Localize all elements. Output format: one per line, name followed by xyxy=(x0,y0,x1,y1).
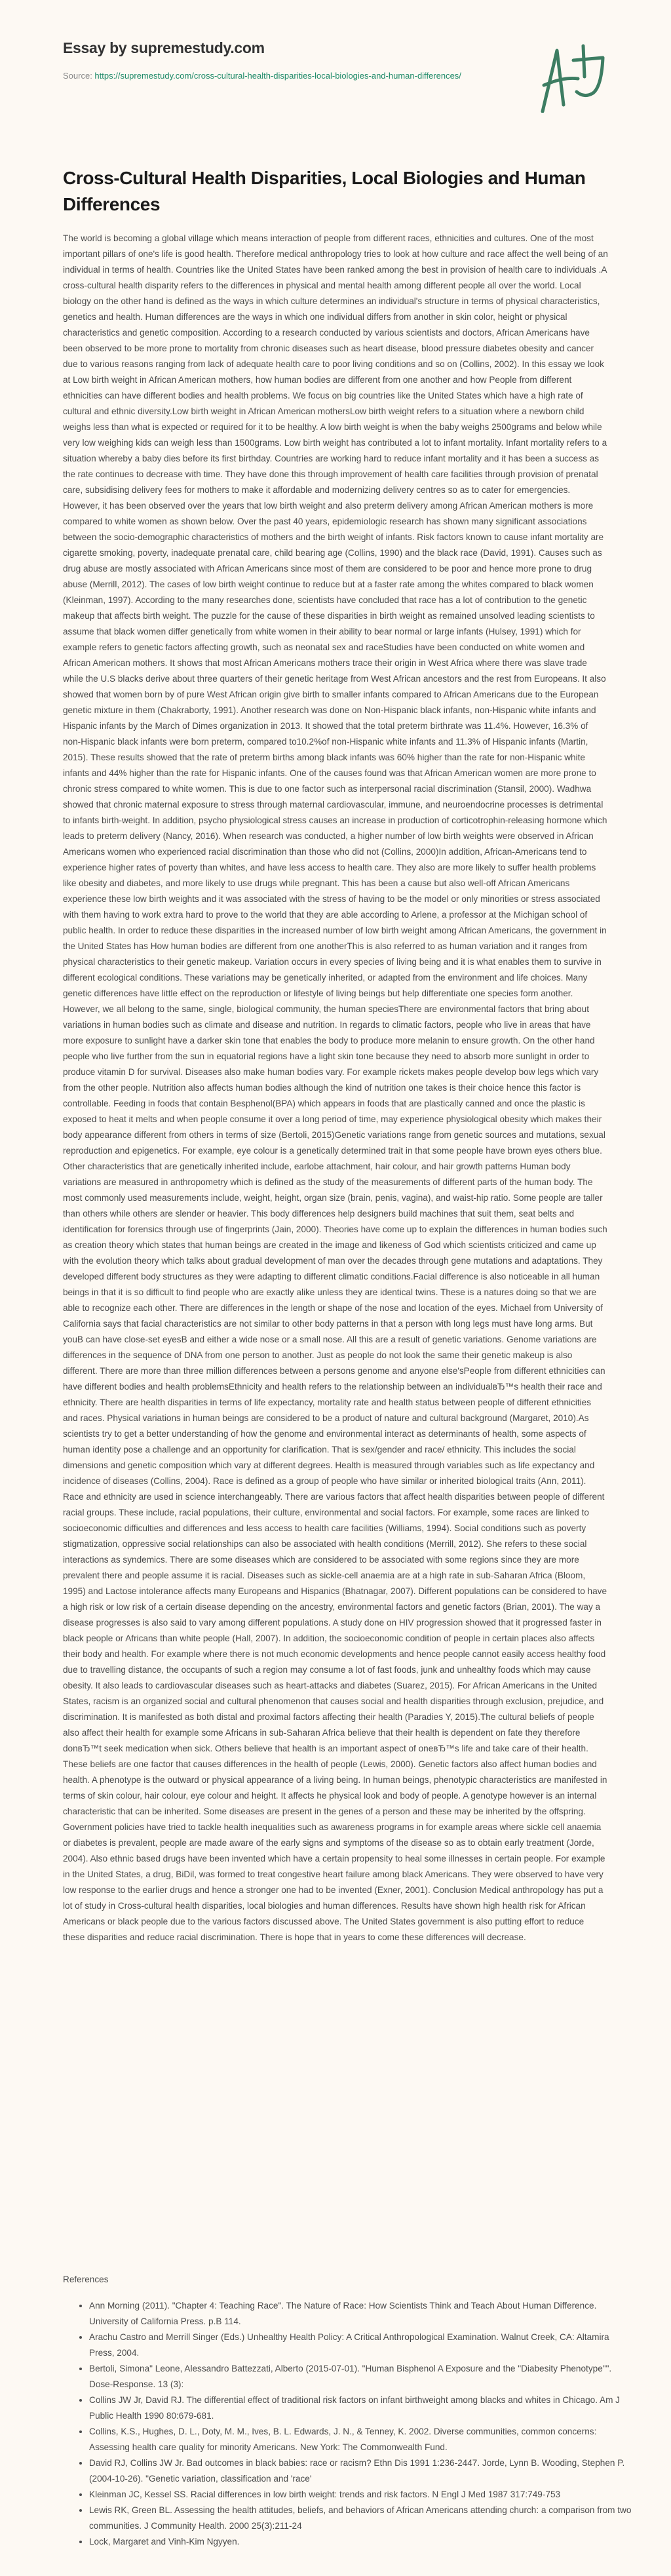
a-plus-logo-icon xyxy=(537,41,609,113)
reference-item: • Collins, K.S., Hughes, D. L., Doty, M. M., Ives, B. L. Edwards, J. N., & Tenney, K. 2002. Diverse communities, common concerns: Assessing health care quality for minority Americans. New York: The Commonwealth Fund. xyxy=(89,2424,634,2455)
reference-item: • Lewis RK, Green BL. Assessing the health attitudes, beliefs, and behaviors of African Americans attending church: a comparison from two communities. J Community Health. 2000 25(3):211-24 xyxy=(89,2503,634,2534)
reference-item: • Kleinman JC, Kessel SS. Racial differences in low birth weight: trends and risk factors. N Engl J Med 1987 317:749-753 xyxy=(89,2487,634,2503)
references-list xyxy=(63,2298,634,2550)
reference-item: • Bertoli, Simona" Leone, Alessandro Battezzati, Alberto (2015-07-01). "Human Bisphenol A Exposure and the "Diabesity Phenotype"". Dose-Response. 13 (3): xyxy=(89,2361,634,2392)
reference-item: • Lock, Margaret and Vinh-Kim Ngyyen. xyxy=(89,2534,634,2550)
reference-item: • Collins JW Jr, David RJ. The differential effect of traditional risk factors on infant birthweight among blacks and whites in Chicago. Am J Public Health 1990 80:679-681. xyxy=(89,2392,634,2424)
source-label: Source: xyxy=(63,71,95,81)
reference-item: • Ann Morning (2011). "Chapter 4: Teaching Race". The Nature of Race: How Scientists Think and Teach About Human Difference. University of California Press. p.B 114. xyxy=(89,2298,634,2330)
site-brand: Essay by supremestudy.com xyxy=(63,39,265,56)
source-line xyxy=(63,68,482,84)
article-title: Cross-Cultural Health Disparities, Local Biologies and Human Differences xyxy=(63,168,586,214)
references-heading: References xyxy=(63,2274,109,2284)
reference-item: • David RJ, Collins JW Jr. Bad outcomes in black babies: race or racism? Ethn Dis 1991 1:236-2447. Jorde, Lynn B. Wooding, Stephen P. (2004-10-26). "Genetic variation, classification and 'race' xyxy=(89,2455,634,2487)
reference-item: • Arachu Castro and Merrill Singer (Eds.) Unhealthy Health Policy: A Critical Anthropological Examination. Walnut Creek, CA: Altamira Press, 2004. xyxy=(89,2330,634,2361)
article-body: The world is becoming a global village which means interaction of people from different races, ethnicities and cultures. One of the most important pillars of one's life is good health. Therefore medical anthropology tries to look at how culture and race affect the well being of an individual in terms of health. Countries like the United States have been ranked among the best in provision of health care to individuals .A cross-cultural health disparity refers to the differences in physical and mental health among different people all over the world. Local biology on the other hand is defined as the ways in which culture determines an individual's structure in terms of physical characteristics, genetics and health. Human differences are the ways in which one individual differs from another in skin color, height or physical characteristics and genetic composition. According to a research conducted by various scientists and doctors, African Americans have been observed to be more prone to mortality from chronic diseases such as heart disease, blood pressure diabetes obesity and cancer due to various reasons ranging from lack of adequate health care to poor living conditions and so on (Collins, 2002). In this essay we look at Low birth weight in African American mothers, how human bodies are different from one another and how People from different ethnicities can have different bodies and health problems. We focus on big countries like the United States which have a high rate of cultural and ethnic diversity.Low birth weight in African American mothersLow birth weight refers to a situation where a newborn child weighs less than what is expected or required for it to be healthy. A low birth weight is when the baby weighs 2500grams and below while very low weighing kids can weigh less than 1500grams. Low birth weight has contributed a lot to infant mortality. Infant mortality refers to a situation whereby a baby dies before its first birthday. Countries are working hard to reduce infant mortality and it has been a success as the rate continues to decrease with time. They have done this through improvement of health care facilities through provision of prenatal care, subsidising delivery fees for mothers to make it affordable and modernizing delivery centres so as to cater for emergencies. However, it has been observed over the years that low birth weight and also preterm delivery among African American mothers is more compared to white women as shown below. Over the past 40 years, epidemiologic research has shown many significant associations between the socio-demographic characteristics of mothers and the birth weight of infants. Risk factors known to cause infant mortality are cigarette smoking, poverty, inadequate prenatal care, child bearing age (Collins, 1990) and the black race (David, 1991). Causes such as drug abuse are mostly associated with African Americans since most of them are considered to be poor and hence more prone to drug abuse (Merrill, 2012). The cases of low birth weight continue to reduce but at a faster rate among the whites compared to black women (Kleinman, 1997). According to the many researches done, scientists have concluded that race has a lot of contribution to the genetic makeup that affects birth weight. The puzzle for the cause of these disparities in birth weight as remained unsolved leading scientists to assume that black women differ genetically from white women in their ability to bear normal or large infants (Hulsey, 1991) which for example refers to genetic factors affecting growth, such as neonatal sex and raceStudies have been conducted on white women and African American mothers. It shows that most African Americans mothers trace their origin in West Africa where there was slave trade while the U.S blacks derive about three quarters of their genetic heritage from West African ancestors and the rest from Europeans. It also showed that women born by of pure West African origin give birth to smaller infants compared to African Americans due to the European genetic mixture in them (Chakraborty, 1991). Another research was done on Non-Hispanic black infants, non-Hispanic white infants and Hispanic infants by the March of Dimes organization in 2013. It showed that the total preterm birthrate was 11.4%. However, 16.3% of non-Hispanic black infants were born preterm, compared to10.2%of non-Hispanic white infants and 11.3% of Hispanic infants (Martin, 2015). These results showed that the rate of preterm births among black infants was 60% higher than the rate for non-Hispanic white infants and 44% higher than the rate for Hispanic infants. One of the causes found was that African American women are more prone to chronic stress compared to white women. This is due to one factor such as interpersonal racial discrimination (Stansil, 2000). Wadhwa showed that chronic maternal exposure to stress through maternal cardiovascular, immune, and neuroendocrine processes is detrimental to infants birth-weight. In addition, psycho physiological stress causes an increase in production of corticotrophin-releasing hormone which leads to preterm delivery (Nancy, 2016). When research was conducted, a higher number of low birth weights were observed in African Americans women who experienced racial discrimination than those who did not (Collins, 2000)In addition, African-Americans tend to experience higher rates of poverty than whites, and have less access to health care. They also are more likely to suffer health problems like obesity and diabetes, and more likely to use drugs while pregnant. This has been a cause but also well-off African Americans experience these low birth weights and it was associated with the stress of having to be the model or only minorities or stress associated with them having to work extra hard to prove to the world that they are able according to Arlene, a professor at the Michigan school of public health. In order to reduce these disparities in the increased number of low birth weight among African Americans, the government in the United States has How human bodies are different from one anotherThis is also referred to as human variation and it ranges from physical characteristics to their genetic makeup. Variation occurs in every species of living being and it is what enables them to survive in different ecological conditions. These variations may be genetically inherited, or adapted from the environment and life choices. Many genetic differences have little effect on the reproduction or lifestyle of living beings but help differentiate one species form another. However, we all belong to the same, single, biological community, the human speciesThere are environmental factors that bring about variations in human bodies such as climate and disease and nutrition. In regards to climatic factors, people who live in areas that have more exposure to sunlight have a darker skin tone that enables the body to produce more melanin to ensure growth. On the other hand people who live further from the sun in equatorial regions have a light skin tone because they need to absorb more sunlight in order to produce vitamin D for survival. Diseases also make human bodies vary. For example rickets makes people develop bow legs which vary from the other people. Nutrition also affects human bodies although the kind of nutrition one takes is their choice hence this factor is controllable. Feeding in foods that contain Besphenol(BPA) which appears in foods that are plastically canned and once the plastic is exposed to heat it melts and when people consume it over a long period of time, may experience physiological obesity which makes their body appearance different from others in terms of size (Bertoli, 2015)Genetic variations range from genetic sources and mutations, sexual reproduction and epigenetics. For example, eye colour is a genetically determined trait in that some people have brown eyes others blue. Other characteristics that are genetically inherited include, earlobe attachment, hair colour, and hair growth patterns Human body variations are measured in anthropometry which is defined as the study of the measurements of different parts of the human body. The most commonly used measurements include, weight, height, organ size (brain, penis, vagina), and waist-hip ratio. Some people are taller than others while others are slender or heavier. This body differences help designers build machines that suit them, seat belts and identification for forensics through use of fingerprints (Jain, 2000). Theories have come up to explain the differences in human bodies such as creation theory which states that human beings are created in the image and likeness of God which scientists criticized and came up with the evolution theory which talks about gradual development of man over the decades through gene mutations and adaptations. They developed different body structures as they were adapting to different climatic conditions.Facial difference is also noticeable in all human beings in that it is so difficult to find people who are exactly alike unless they are identical twins. These is a natures doing so that we are able to recognize each other. There are differences in the length or shape of the nose and location of the eyes. Michael from University of California says that facial characteristics are not similar to other body patterns in that a person with long legs must have long arms. But youB can have close-set eyesB and either a wide nose or a small nose. All this are a result of genetic variations. Genome variations are differences in the sequence of DNA from one person to another. Just as people do not look the same their genetic makeup is also different. There are more than three million differences between a persons genome and anyone else'sPeople from different ethnicities can have different bodies and health problemsEthnicity and health refers to the relationship between an individualвЂ™s health their race and ethnicity. There are health disparities in terms of life expectancy, mortality rate and health status between people of different ethnicities and races. Physical variations in human beings are considered to be a product of nature and cultural background (Margaret, 2010).As scientists try to get a better understanding of how the genome and environmental interact as determinants of health, some aspects of human identity pose a challenge and an opportunity for clarification. That is sex/gender and race/ ethnicity. This includes the social dimensions and genetic composition which vary at different degrees. Health is measured through variables such as life expectancy and incidence of diseases (Collins, 2004). Race is defined as a group of people who have similar or inherited biological traits (Ann, 2011). Race and ethnicity are used in science interchangeably. There are various factors that affect health disparities between people of different racial groups. These include, racial populations, their culture, environmental and social factors. For example, some races are linked to socioeconomic difficulties and differences and less access to health care facilities (Williams, 1994). Social conditions such as poverty stigmatization, oppressive social relationships can also be associated with health conditions (Merrill, 2012). She refers to these social interactions as syndemics. There are some diseases which are considered to be associated with some regions since they are more prevalent there and people assume it is racial. Diseases such as sickle-cell anaemia are at a high rate in sub-Saharan Africa (Bloom, 1995) and Lactose intolerance affects many Europeans and Hispanics (Bhatnagar, 2007). Different populations can be considered to have a high risk or low risk of a certain disease depending on the ancestry, environmental factors and genetic factors (Brian, 2001). The way a disease progresses is also said to vary among different populations. A study done on HIV progression showed that it progressed faster in black people or Africans than white people (Hall, 2007). In addition, the socioeconomic condition of people in certain places also affects their body and health. For example where there is not much economic developments and hence people cannot easily access healthy food due to travelling distance, the occupants of such a region may consume a lot of fast foods, junk and unhealthy foods which may cause obesity. It also leads to cardiovascular diseases such as heart-attacks and diabetes (Suarez, 2015). For African Americans in the United States, racism is an organized social and cultural phenomenon that causes social and health disparities through exclusion, prejudice, and discrimination. It is manifested as both distal and proximal factors affecting their health (Paradies Y, 2015).The cultural beliefs of people also affect their health for example some Africans in sub-Saharan Africa believe that their health is dependent on fate they therefore donвЂ™t seek medication when sick. Others believe that health is an important aspect of oneвЂ™s life and take care of their health. These beliefs are one factor that causes differences in the health of people (Lewis, 2000). Genetic factors also affect human bodies and health. A phenotype is the outward or physical appearance of a living being. In human beings, phenotypic characteristics are manifested in terms of skin colour, hair colour, eye colour and height. It affects he physical look and body of people. A genotype however is an internal characteristic that can be inherited. Some diseases are present in the genes of a person and these may be inherited by the offspring. Government policies have tried to tackle health inequalities such as awareness programs in for example areas where sickle cell anaemia or diabetes is prevalent, people are made aware of the early signs and symptoms of the disease so as to obtain early treatment (Jorde, 2004). Also ethnic based drugs have been invented which have a certain propensity to heal some illnesses in certain people. For example in the United States, a drug, BiDil, was formed to treat congestive heart failure among black Americans. They were observed to have very low response to the earlier drugs and hence a stronger one had to be invented (Exner, 2001). Conclusion Medical anthropology has put a lot of study in Cross-cultural health disparities, local biologies and human differences. Results have shown high health risk for African Americans or black people due to the various factors discussed above. The United States government is also putting effort to reduce these disparities and reduce racial discrimination. There is hope that in years to come these differences will decrease. xyxy=(63,233,608,1942)
source-link[interactable]: https://supremestudy.com/cross-cultural-health-disparities-local-biologies-and-human-differences/ xyxy=(94,71,461,81)
